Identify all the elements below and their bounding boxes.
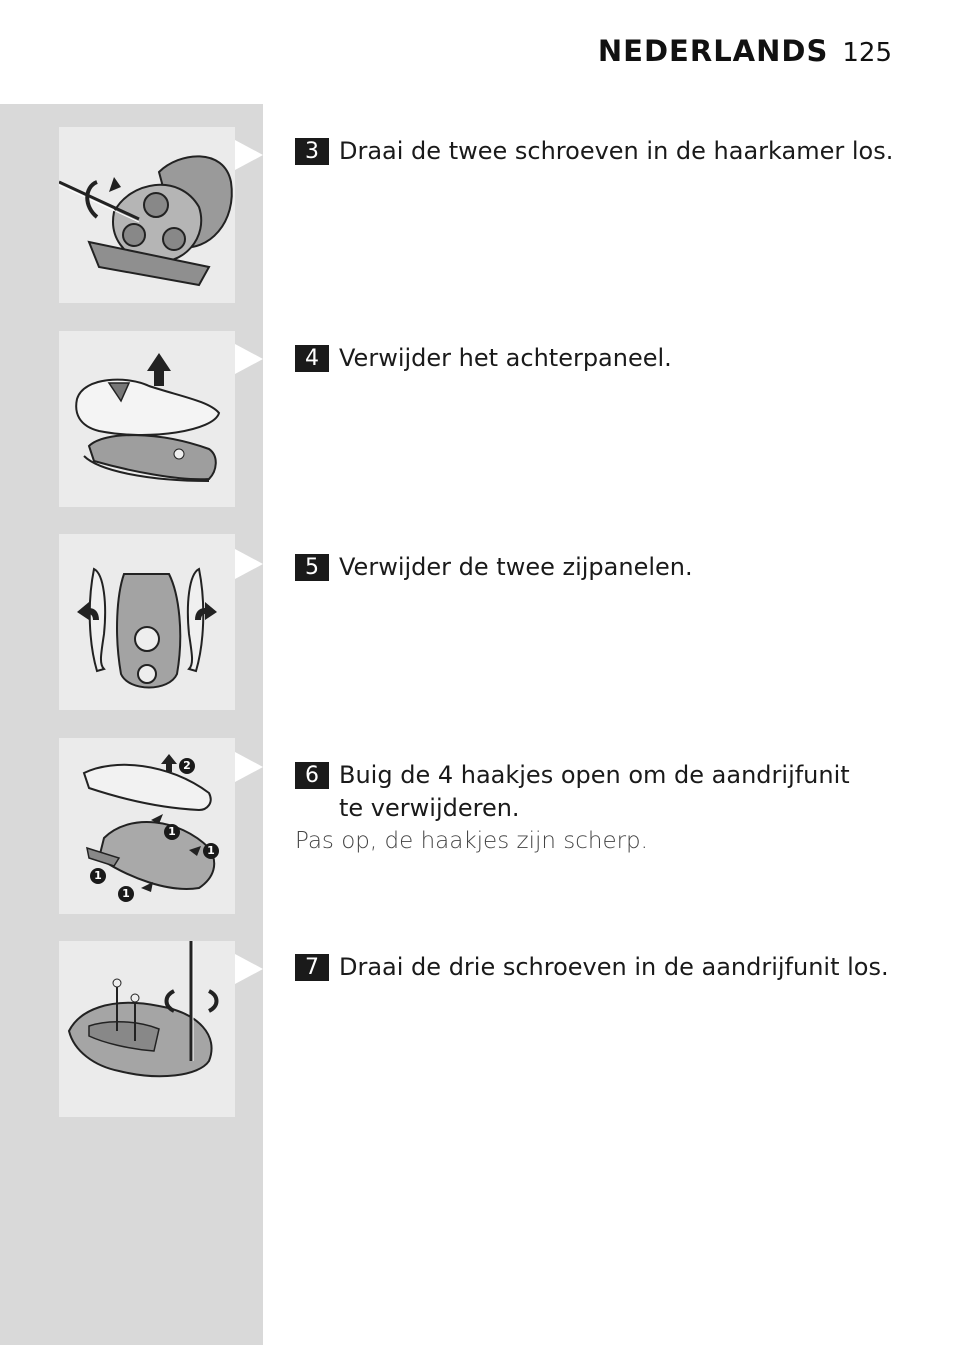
step-4 <box>295 342 895 375</box>
pointer-triangle <box>235 752 263 782</box>
callout-badge: 1 <box>203 843 219 859</box>
callout-badge: 2 <box>179 758 195 774</box>
step-5 <box>295 551 895 584</box>
side-panels-removal-icon <box>59 534 235 710</box>
callout-badge: 1 <box>118 886 134 902</box>
pointer-triangle <box>235 954 263 984</box>
pointer-triangle <box>235 344 263 374</box>
step-number-badge: 3 <box>295 138 329 165</box>
pointer-triangle <box>235 549 263 579</box>
callout-badge: 1 <box>90 868 106 884</box>
warning-note: Pas op, de haakjes zijn scherp. <box>295 828 648 854</box>
step-text: Draai de twee schroeven in de haarkamer los. <box>339 137 894 165</box>
hooks-bend-icon <box>59 738 235 914</box>
step-text: Verwijder de twee zijpanelen. <box>339 553 693 581</box>
step-number-badge: 4 <box>295 345 329 372</box>
language-title: NEDERLANDS <box>597 34 829 68</box>
step-text: Buig de 4 haakjes open om de aandrijfunit te verwijderen. <box>339 761 850 822</box>
step-7 <box>295 951 895 984</box>
step-number-badge: 7 <box>295 954 329 981</box>
pointer-triangle <box>235 140 263 170</box>
shaver-head-screwdriver-icon <box>59 127 235 303</box>
page-number: 125 <box>842 38 892 68</box>
back-panel-removal-icon <box>59 331 235 507</box>
step-number-badge: 5 <box>295 554 329 581</box>
step-number-badge: 6 <box>295 762 329 789</box>
page-header <box>598 34 892 68</box>
step-3 <box>295 135 895 168</box>
step-text: Verwijder het achterpaneel. <box>339 344 672 372</box>
step-text: Draai de drie schroeven in de aandrijfunit los. <box>339 953 889 981</box>
drive-unit-screws-icon <box>59 941 235 1117</box>
callout-badge: 1 <box>164 824 180 840</box>
step-6 <box>295 759 895 858</box>
